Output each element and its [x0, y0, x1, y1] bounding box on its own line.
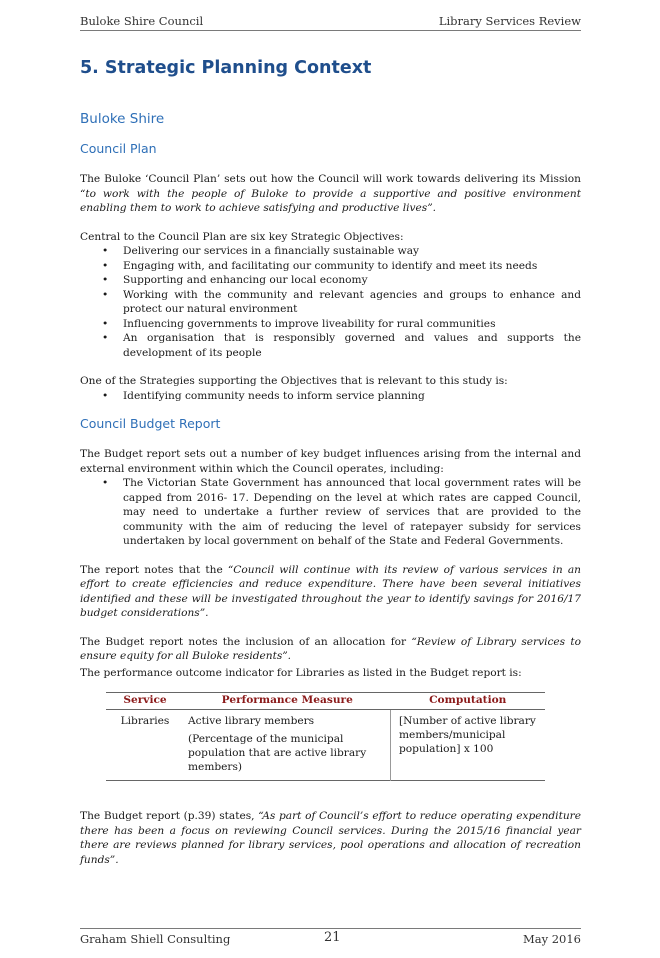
council-plan-intro-text: The Buloke ‘Council Plan’ sets out how the Council will work towards delivering its Mission [80, 173, 581, 185]
objectives-intro: Central to the Council Plan are six key Strategic Objectives: [80, 230, 404, 243]
budget-closing [80, 809, 581, 867]
header-service: Service [106, 693, 184, 710]
page-content [80, 58, 581, 867]
cell-computation: [Number of active library members/municipal population] x 100 [391, 710, 546, 781]
strategies-intro: One of the Strategies supporting the Objectives that is relevant to this study is: [80, 375, 508, 387]
strategies-list [80, 389, 581, 404]
cell-performance-measure [184, 710, 391, 781]
budget-notes-text: The report notes that the [80, 563, 228, 576]
budget-heading: Council Budget Report [80, 416, 221, 431]
budget-closing-quote: “As part of Council’s effort to reduce operating expenditure there has been a focus on reviewing Council services. During the 2015/16 financial year there are reviews planned for library services, pool operations and allocation of recreation funds”. [80, 810, 581, 866]
cell-service: Libraries [120, 715, 170, 727]
page-header [80, 14, 581, 31]
list-item: • An organisation that is responsibly governed and values and supports the development of its people [102, 332, 581, 359]
header-organisation: Buloke Shire Council [80, 14, 204, 28]
performance-indicator-table [106, 692, 545, 781]
list-item: • Working with the community and relevant agencies and groups to enhance and protect our natural environment [102, 288, 581, 315]
footer-date: May 2016 [522, 932, 581, 946]
header-computation: Computation [391, 693, 546, 710]
table-row [106, 710, 545, 781]
budget-allocation [80, 635, 581, 664]
subsection-title: Buloke Shire [80, 111, 165, 127]
budget-allocation-text: The Budget report notes the inclusion of an allocation for [80, 635, 412, 648]
section-title: 5. Strategic Planning Context [80, 58, 372, 78]
table-header-row [106, 693, 545, 710]
list-item: • Delivering our services in a financially sustainable way [102, 245, 420, 257]
header-document-title: Library Services Review [438, 14, 581, 28]
mission-quote: “to work with the people of Buloke to provide a supportive and positive environment enabling them to work to achieve satisfying and productive lives”. [80, 187, 581, 214]
budget-intro: The Budget report sets out a number of key budget influences arising from the internal and external environment within which the Council operates, including: [80, 448, 581, 475]
budget-allocation-quote: “Review of Library services to ensure equity for all Buloke residents”. [80, 635, 581, 662]
list-item: • Identifying community needs to inform service planning [102, 389, 425, 402]
page-number: 21 [324, 930, 341, 945]
page-footer [80, 928, 581, 949]
council-plan-heading: Council Plan [80, 141, 157, 156]
council-plan-intro [80, 172, 581, 216]
measure-description: (Percentage of the municipal population that are active library members) [188, 733, 367, 773]
list-item: • Influencing governments to improve liveability for rural communities [102, 317, 496, 330]
budget-notes [80, 563, 581, 621]
list-item: • The Victorian State Government has announced that local government rates will be capped from 2016- 17. Depending on the level at which rates are capped Council, may need to undertake a further review of services that are provided to the community with the aim of reducing the level of ratepayer subsidy for services undertaken by local government on behalf of the State and Federal Governments. [102, 477, 581, 547]
footer-author: Graham Shiell Consulting [80, 932, 231, 946]
budget-influences-list [80, 476, 581, 549]
header-performance-measure: Performance Measure [184, 693, 391, 710]
budget-notes-quote: “Council will continue with its review of various services in an effort to create efficiencies and reduce expenditure. There have been several initiatives identified and these will be investigated throughout the year to identify savings for 2016/17 budget considerations”. [80, 563, 581, 619]
list-item: • Supporting and enhancing our local economy [102, 274, 368, 286]
measure-name: Active library members [188, 715, 315, 727]
objectives-list [80, 244, 581, 360]
budget-closing-text: The Budget report (p.39) states, [80, 810, 259, 822]
indicator-intro: The performance outcome indicator for Libraries as listed in the Budget report is: [80, 666, 522, 679]
list-item: • Engaging with, and facilitating our community to identify and meet its needs [102, 259, 538, 272]
